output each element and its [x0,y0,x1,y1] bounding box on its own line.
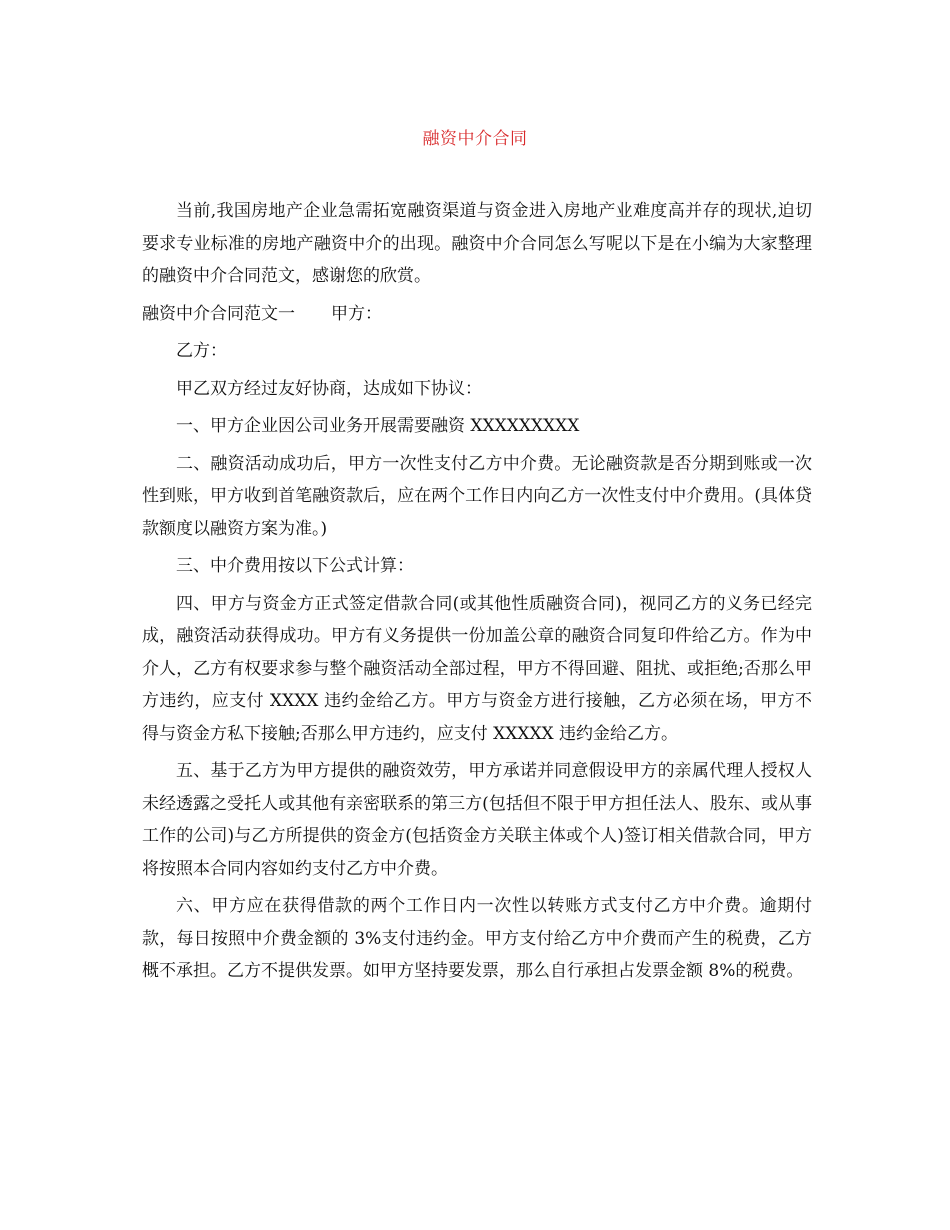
party-a-label: 甲方： [331,303,382,324]
clause-2: 二、融资活动成功后，甲方一次性支付乙方中介费。无论融资款是否分期到账或一次性到账，甲方收到首笔融资款后，应在两个工作日内向乙方一次性支付中介费用。(具体贷款额度以融资方案为准。) [142,453,812,539]
document-title: 融资中介合同 [422,129,528,149]
sample-heading: 融资中介合同范文一 [142,303,295,324]
sample-heading-line [142,298,812,331]
clause-4: 四、甲方与资金方正式签定借款合同(或其他性质融资合同)，视同乙方的义务已经完成，融资活动获得成功。甲方有义务提供一份加盖公章的融资合同复印件给乙方。作为中介人，乙方有权要求参与整个融资活动全部过程，甲方不得回避、阻扰、或拒绝;否那么甲方违约，应支付 XXXX 违约金给乙方。甲方与资金方进行接触，乙方必须在场，甲方不得与资金方私下接触;否那么甲方违约，应支付 XXXXX 违约金给乙方。 [142,593,812,744]
clause-3: 三、中介费用按以下公式计算： [176,556,414,576]
party-b-label: 乙方： [176,341,227,361]
clause-1: 一、甲方企业因公司业务开展需要融资 XXXXXXXXX [176,416,580,436]
clause-6: 六、甲方应在获得借款的两个工作日内一次性以转账方式支付乙方中介费。逾期付款，每日按照中介费金额的 3%支付违约金。甲方支付给乙方中介费而产生的税费，乙方概不承担。乙方不提供发票。如甲方坚持要发票，那么自行承担占发票金额 8%的税费。 [142,896,812,981]
clause-5: 五、基于乙方为甲方提供的融资效劳，甲方承诺并同意假设甲方的亲属代理人授权人未经透露之受托人或其他有亲密联系的第三方(包括但不限于甲方担任法人、股东、或从事工作的公司)与乙方所提供的资金方(包括资金方关联主体或个人)签订相关借款合同，甲方将按照本合同内容如约支付乙方中介费。 [142,761,812,879]
intro-paragraph: 当前,我国房地产企业急需拓宽融资渠道与资金进入房地产业难度高并存的现状,迫切要求专业标准的房地产融资中介的出现。融资中介合同怎么写呢以下是在小编为大家整理的融资中介合同范文，感谢您的欣赏。 [142,201,812,286]
document-body [142,195,812,993]
agreement-intro: 甲乙双方经过友好协商，达成如下协议： [176,378,482,399]
